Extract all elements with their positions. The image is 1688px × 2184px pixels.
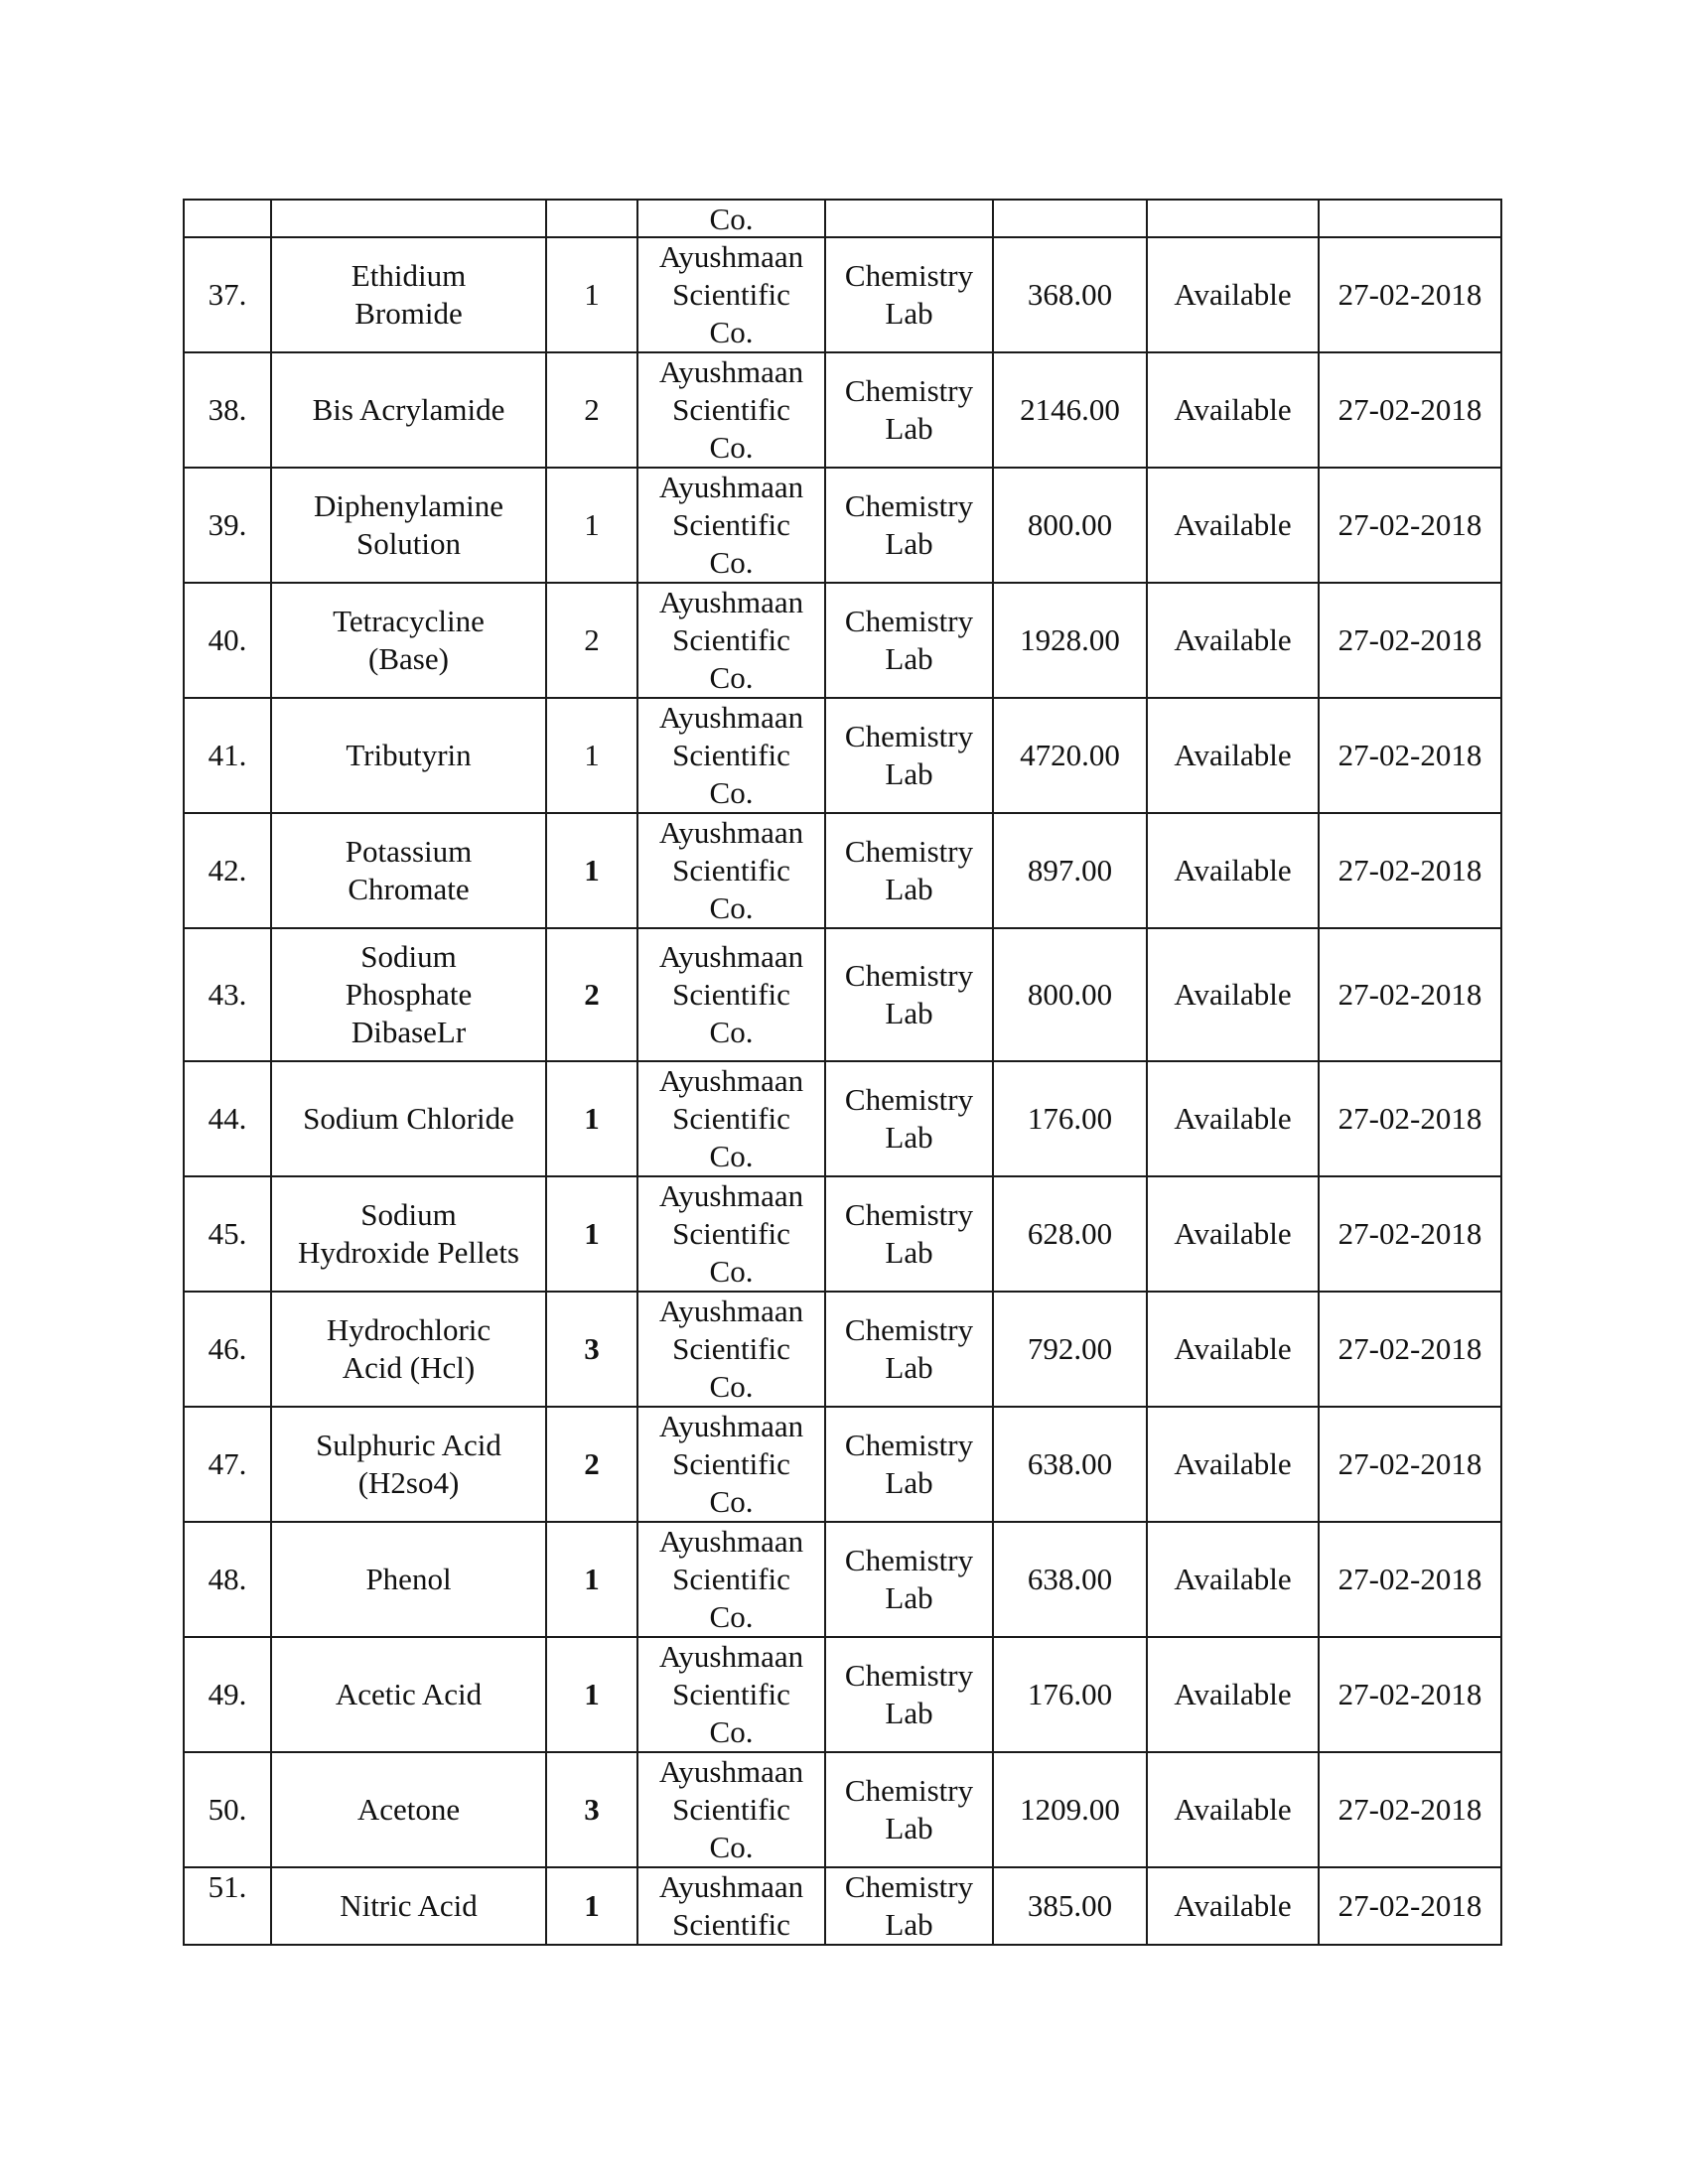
vendor-line: Ayushmaan <box>658 815 804 850</box>
item-cell <box>271 928 546 1061</box>
dept-line: Lab <box>885 756 933 791</box>
table-row <box>184 1752 1501 1867</box>
item-cell <box>271 1637 546 1752</box>
price-cell: 4720.00 <box>993 698 1147 813</box>
vendor-line: Ayushmaan <box>658 1524 804 1559</box>
sl-cell: 45. <box>184 1176 271 1292</box>
dept-cell <box>825 1292 993 1407</box>
sl-cell: 48. <box>184 1522 271 1637</box>
dept-cell <box>825 237 993 352</box>
vendor-line: Co. <box>709 1139 754 1173</box>
table-row <box>184 583 1501 698</box>
dept-cell <box>825 928 993 1061</box>
sl-cell: 37. <box>184 237 271 352</box>
price-cell: 385.00 <box>993 1867 1147 1945</box>
vendor-line: Scientific <box>672 622 790 657</box>
item-line: Sodium <box>360 939 457 974</box>
dept-line: Chemistry <box>844 258 974 293</box>
vendor-cell <box>637 698 825 813</box>
qty-cell: 3 <box>546 1752 637 1867</box>
status-cell: Available <box>1147 698 1319 813</box>
vendor-line: Co. <box>709 1369 754 1404</box>
sl-cell <box>184 200 271 237</box>
item-line: Hydroxide Pellets <box>298 1235 519 1270</box>
status-cell: Available <box>1147 1637 1319 1752</box>
vendor-line: Co. <box>709 1254 754 1289</box>
dept-line: Lab <box>885 1580 933 1615</box>
item-cell <box>271 200 546 237</box>
qty-cell <box>546 200 637 237</box>
vendor-line: Co. <box>709 315 754 349</box>
dept-cell <box>825 1637 993 1752</box>
vendor-cell <box>637 1867 825 1945</box>
dept-line: Lab <box>885 872 933 906</box>
vendor-line: Ayushmaan <box>658 939 804 974</box>
dept-cell <box>825 1752 993 1867</box>
date-cell <box>1319 200 1501 237</box>
dept-line: Lab <box>885 1811 933 1845</box>
dept-line: Lab <box>885 1120 933 1155</box>
dept-line: Chemistry <box>844 488 974 523</box>
item-line: Phosphate <box>345 977 473 1012</box>
item-cell <box>271 1752 546 1867</box>
vendor-line: Ayushmaan <box>658 1869 804 1904</box>
vendor-line: Co. <box>709 1830 754 1864</box>
vendor-line: Ayushmaan <box>658 354 804 389</box>
vendor-line: Scientific <box>672 392 790 427</box>
status-cell: Available <box>1147 1292 1319 1407</box>
vendor-line: Ayushmaan <box>658 1754 804 1789</box>
date-cell: 27-02-2018 <box>1319 583 1501 698</box>
item-line: Sodium Chloride <box>303 1101 514 1136</box>
vendor-cell <box>637 1407 825 1522</box>
qty-cell: 1 <box>546 1061 637 1176</box>
dept-line: Chemistry <box>844 719 974 753</box>
price-cell: 176.00 <box>993 1637 1147 1752</box>
vendor-cell <box>637 813 825 928</box>
status-cell: Available <box>1147 1522 1319 1637</box>
dept-line: Lab <box>885 526 933 561</box>
dept-line: Lab <box>885 996 933 1030</box>
sl-cell: 40. <box>184 583 271 698</box>
dept-line: Chemistry <box>844 1658 974 1693</box>
dept-line: Lab <box>885 1235 933 1270</box>
vendor-cell <box>637 928 825 1061</box>
qty-cell: 1 <box>546 813 637 928</box>
vendor-line: Scientific <box>672 1562 790 1596</box>
item-line: Potassium <box>345 834 473 869</box>
item-cell <box>271 1176 546 1292</box>
table-row <box>184 1061 1501 1176</box>
item-cell <box>271 352 546 468</box>
qty-cell: 1 <box>546 468 637 583</box>
qty-cell: 2 <box>546 928 637 1061</box>
table-row <box>184 237 1501 352</box>
qty-cell: 1 <box>546 237 637 352</box>
dept-cell <box>825 698 993 813</box>
table-row <box>184 928 1501 1061</box>
item-line: Tetracycline <box>333 604 485 638</box>
vendor-line: Co. <box>709 1714 754 1749</box>
dept-line: Chemistry <box>844 604 974 638</box>
date-cell: 27-02-2018 <box>1319 698 1501 813</box>
vendor-line: Scientific <box>672 1677 790 1711</box>
vendor-cell: Co. <box>637 200 825 237</box>
date-cell: 27-02-2018 <box>1319 1061 1501 1176</box>
dept-line: Chemistry <box>844 834 974 869</box>
price-cell: 1209.00 <box>993 1752 1147 1867</box>
item-cell <box>271 813 546 928</box>
dept-cell <box>825 813 993 928</box>
vendor-line: Scientific <box>672 1216 790 1251</box>
date-cell: 27-02-2018 <box>1319 1752 1501 1867</box>
dept-line: Lab <box>885 1907 933 1942</box>
dept-line: Lab <box>885 296 933 331</box>
price-cell: 800.00 <box>993 468 1147 583</box>
item-cell <box>271 1061 546 1176</box>
item-line: Sodium <box>360 1197 457 1232</box>
item-line: (Base) <box>368 641 449 676</box>
dept-line: Lab <box>885 1696 933 1730</box>
qty-cell: 3 <box>546 1292 637 1407</box>
vendor-line: Co. <box>709 660 754 695</box>
vendor-line: Ayushmaan <box>658 1639 804 1674</box>
price-cell: 176.00 <box>993 1061 1147 1176</box>
table-row <box>184 813 1501 928</box>
qty-cell: 2 <box>546 583 637 698</box>
sl-cell: 39. <box>184 468 271 583</box>
date-cell: 27-02-2018 <box>1319 928 1501 1061</box>
status-cell: Available <box>1147 237 1319 352</box>
item-cell <box>271 468 546 583</box>
table-row <box>184 1176 1501 1292</box>
vendor-cell <box>637 468 825 583</box>
item-line: Acetone <box>356 1792 461 1827</box>
vendor-line: Ayushmaan <box>658 1178 804 1213</box>
price-cell: 1928.00 <box>993 583 1147 698</box>
dept-line: Chemistry <box>844 1428 974 1462</box>
date-cell: 27-02-2018 <box>1319 1637 1501 1752</box>
item-line: Bis Acrylamide <box>312 392 505 427</box>
vendor-line: Scientific <box>672 1446 790 1481</box>
date-cell: 27-02-2018 <box>1319 813 1501 928</box>
dept-line: Chemistry <box>844 1869 974 1904</box>
status-cell: Available <box>1147 352 1319 468</box>
table-row <box>184 1407 1501 1522</box>
table-row <box>184 468 1501 583</box>
status-cell: Available <box>1147 1407 1319 1522</box>
price-cell: 792.00 <box>993 1292 1147 1407</box>
dept-line: Chemistry <box>844 1543 974 1577</box>
date-cell: 27-02-2018 <box>1319 468 1501 583</box>
table-row <box>184 352 1501 468</box>
item-line: Tributyrin <box>346 738 472 772</box>
item-line: Solution <box>355 526 462 561</box>
dept-line: Lab <box>885 1465 933 1500</box>
sl-cell: 50. <box>184 1752 271 1867</box>
vendor-line: Scientific <box>672 1792 790 1827</box>
vendor-line: Ayushmaan <box>658 239 804 274</box>
qty-cell: 1 <box>546 1176 637 1292</box>
dept-line: Chemistry <box>844 1082 974 1117</box>
vendor-line: Co. <box>709 775 754 810</box>
vendor-line: Ayushmaan <box>658 700 804 735</box>
status-cell <box>1147 200 1319 237</box>
vendor-line: Co. <box>709 1599 754 1634</box>
dept-line: Chemistry <box>844 373 974 408</box>
dept-line: Chemistry <box>844 958 974 993</box>
price-cell: 638.00 <box>993 1407 1147 1522</box>
item-cell <box>271 237 546 352</box>
sl-cell: 42. <box>184 813 271 928</box>
vendor-line: Co. <box>709 890 754 925</box>
item-line: Phenol <box>365 1562 452 1596</box>
vendor-line: Ayushmaan <box>658 470 804 504</box>
status-cell: Available <box>1147 1176 1319 1292</box>
vendor-cell <box>637 583 825 698</box>
price-cell <box>993 200 1147 237</box>
price-cell: 2146.00 <box>993 352 1147 468</box>
vendor-line: Scientific <box>672 1907 790 1942</box>
vendor-cell <box>637 1061 825 1176</box>
item-line: Nitric Acid <box>340 1888 478 1923</box>
qty-cell: 1 <box>546 1522 637 1637</box>
dept-line: Lab <box>885 641 933 676</box>
price-cell: 800.00 <box>993 928 1147 1061</box>
vendor-line: Co. <box>709 430 754 465</box>
status-cell: Available <box>1147 1867 1319 1945</box>
table-row <box>184 1867 1501 1945</box>
sl-cell: 47. <box>184 1407 271 1522</box>
price-cell: 368.00 <box>993 237 1147 352</box>
status-cell: Available <box>1147 468 1319 583</box>
qty-cell: 1 <box>546 1867 637 1945</box>
vendor-line: Co. <box>709 1015 754 1049</box>
dept-line: Chemistry <box>844 1312 974 1347</box>
table-row <box>184 1522 1501 1637</box>
sl-cell: 43. <box>184 928 271 1061</box>
status-cell: Available <box>1147 583 1319 698</box>
sl-cell: 51. <box>184 1867 271 1945</box>
vendor-line: Scientific <box>672 977 790 1012</box>
sl-cell: 38. <box>184 352 271 468</box>
vendor-line: Scientific <box>672 277 790 312</box>
dept-cell <box>825 1407 993 1522</box>
vendor-line: Ayushmaan <box>658 1409 804 1443</box>
vendor-line: Ayushmaan <box>658 585 804 619</box>
item-cell <box>271 1292 546 1407</box>
item-cell <box>271 1407 546 1522</box>
item-cell <box>271 1522 546 1637</box>
vendor-line: Scientific <box>672 738 790 772</box>
dept-line: Chemistry <box>844 1773 974 1808</box>
vendor-line: Co. <box>709 545 754 580</box>
date-cell: 27-02-2018 <box>1319 1407 1501 1522</box>
table-row <box>184 1637 1501 1752</box>
inventory-table <box>183 199 1502 1946</box>
vendor-cell <box>637 1292 825 1407</box>
dept-line: Chemistry <box>844 1197 974 1232</box>
vendor-cell <box>637 352 825 468</box>
vendor-cell <box>637 1637 825 1752</box>
status-cell: Available <box>1147 1061 1319 1176</box>
table-row <box>184 1292 1501 1407</box>
price-cell: 628.00 <box>993 1176 1147 1292</box>
date-cell: 27-02-2018 <box>1319 1522 1501 1637</box>
dept-line: Lab <box>885 411 933 446</box>
qty-cell: 1 <box>546 1637 637 1752</box>
qty-cell: 2 <box>546 1407 637 1522</box>
date-cell: 27-02-2018 <box>1319 352 1501 468</box>
continuation-row <box>184 200 1501 237</box>
date-cell: 27-02-2018 <box>1319 1176 1501 1292</box>
item-line: Chromate <box>348 872 470 906</box>
dept-cell <box>825 1522 993 1637</box>
item-line: Diphenylamine <box>313 488 504 523</box>
date-cell: 27-02-2018 <box>1319 237 1501 352</box>
item-line: Bromide <box>354 296 463 331</box>
date-cell: 27-02-2018 <box>1319 1867 1501 1945</box>
table-body <box>184 200 1501 1945</box>
vendor-line: Ayushmaan <box>658 1294 804 1328</box>
item-line: Hydrochloric <box>326 1312 492 1347</box>
sl-cell: 44. <box>184 1061 271 1176</box>
status-cell: Available <box>1147 1752 1319 1867</box>
qty-cell: 1 <box>546 698 637 813</box>
status-cell: Available <box>1147 813 1319 928</box>
item-cell <box>271 698 546 813</box>
item-line: Sulphuric Acid <box>316 1428 501 1462</box>
vendor-cell <box>637 1176 825 1292</box>
item-line: DibaseLr <box>351 1015 467 1049</box>
vendor-line: Scientific <box>672 853 790 887</box>
status-cell: Available <box>1147 928 1319 1061</box>
qty-cell: 2 <box>546 352 637 468</box>
dept-cell <box>825 1061 993 1176</box>
vendor-line: Scientific <box>672 507 790 542</box>
dept-cell <box>825 468 993 583</box>
sl-cell: 49. <box>184 1637 271 1752</box>
item-line: Acetic Acid <box>335 1677 483 1711</box>
vendor-cell <box>637 1752 825 1867</box>
vendor-cell <box>637 237 825 352</box>
vendor-cell <box>637 1522 825 1637</box>
price-cell: 638.00 <box>993 1522 1147 1637</box>
item-line: Ethidium <box>351 258 467 293</box>
dept-line: Lab <box>885 1350 933 1385</box>
item-cell <box>271 583 546 698</box>
vendor-line: Ayushmaan <box>658 1063 804 1098</box>
dept-cell <box>825 583 993 698</box>
item-line: Acid (Hcl) <box>342 1350 476 1385</box>
vendor-line: Scientific <box>672 1101 790 1136</box>
vendor-line: Scientific <box>672 1331 790 1366</box>
item-cell <box>271 1867 546 1945</box>
date-cell: 27-02-2018 <box>1319 1292 1501 1407</box>
vendor-line: Co. <box>709 1484 754 1519</box>
sl-cell: 41. <box>184 698 271 813</box>
price-cell: 897.00 <box>993 813 1147 928</box>
dept-cell <box>825 352 993 468</box>
item-line: (H2so4) <box>357 1465 460 1500</box>
dept-cell <box>825 1867 993 1945</box>
sl-cell: 46. <box>184 1292 271 1407</box>
dept-cell <box>825 1176 993 1292</box>
dept-cell <box>825 200 993 237</box>
table-row <box>184 698 1501 813</box>
